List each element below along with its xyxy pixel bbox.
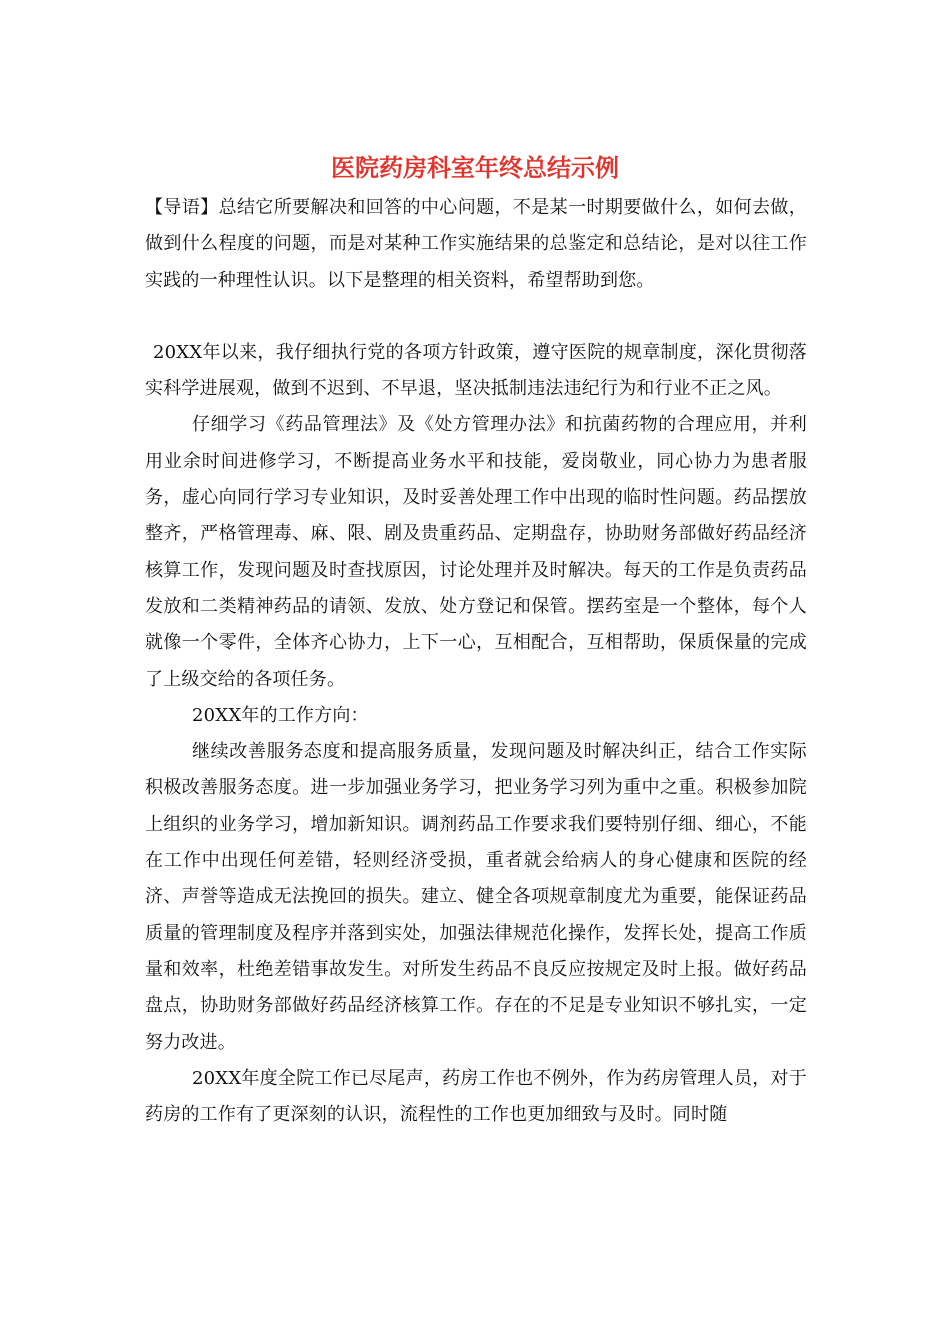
paragraph-spacer <box>145 299 807 335</box>
section-heading-work-direction: 20XX年的工作方向： <box>192 704 369 726</box>
body-paragraph-2: 仔细学习《药品管理法》及《处方管理办法》和抗菌药物的合理应用，并利用业余时间进修学习，不断提高业务水平和技能，爱岗敬业，同心协力为患者服务，虚心向同行学习专业知识，及时妥善处理工作中出现的临时性问题。药品摆放整齐，严格管理毒、麻、限、剧及贵重药品、定期盘存，协助财务部做好药品经济核算工作，发现问题及时查找原因，讨论处理并及时解决。每天的工作是负责药品发放和二类精神药品的请领、发放、处方登记和保管。摆药室是一个整体，每个人就像一个零件，全体齐心协力，上下一心，互相配合，互相帮助，保质保量的完成了上级交给的各项任务。 <box>145 414 807 690</box>
intro-paragraph: 【导语】总结它所要解决和回答的中心问题，不是某一时期要做什么，如何去做，做到什么程度的问题，而是对某种工作实施结果的总鉴定和总结论，是对以往工作实践的一种理性认识。以下是整理的相关资料，希望帮助到您。 <box>145 197 807 291</box>
document-title: 医院药房科室年终总结示例 <box>331 153 619 182</box>
body-paragraph-3: 继续改善服务态度和提高服务质量，发现问题及时解决纠正，结合工作实际积极改善服务态度。进一步加强业务学习，把业务学习列为重中之重。积极参加院上组织的业务学习，增加新知识。调剂药品工作要求我们要特别仔细、细心，不能在工作中出现任何差错，轻则经济受损，重者就会给病人的身心健康和医院的经济、声誉等造成无法挽回的损失。建立、健全各项规章制度尤为重要，能保证药品质量的管理制度及程序并落到实处，加强法律规范化操作，发挥长处，提高工作质量和效率，杜绝差错事故发生。对所发生药品不良反应按规定及时上报。做好药品盘点，协助财务部做好药品经济核算工作。存在的不足是专业知识不够扎实，一定努力改进。 <box>145 741 807 1053</box>
document-body <box>145 190 807 1133</box>
body-paragraph-1: 20XX年以来，我仔细执行党的各项方针政策，遵守医院的规章制度，深化贯彻落实科学进展观，做到不迟到、不早退，坚决抵制违法违纪行为和行业不正之风。 <box>145 341 807 400</box>
body-paragraph-4: 20XX年度全院工作已尽尾声，药房工作也不例外，作为药房管理人员，对于药房的工作有了更深刻的认识，流程性的工作也更加细致与及时。同时随 <box>145 1067 807 1126</box>
